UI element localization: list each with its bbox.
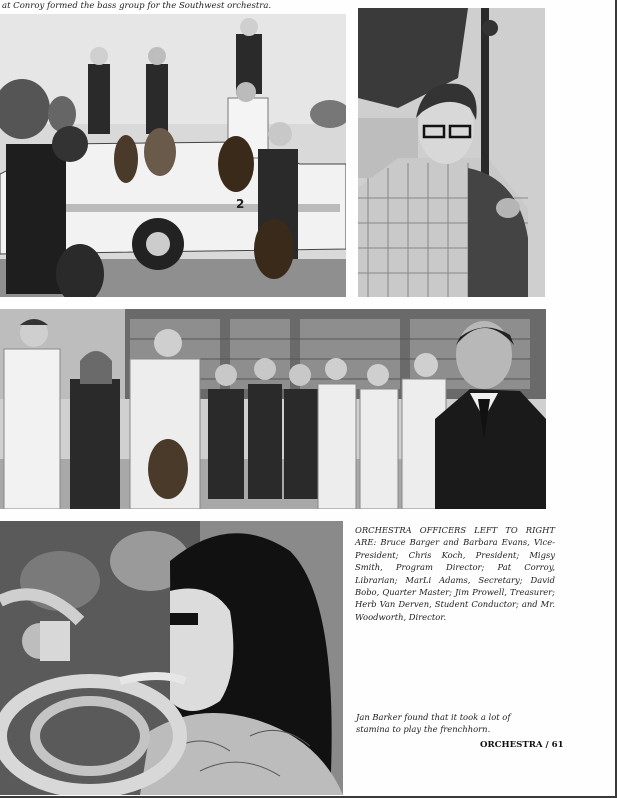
bass-group-photo (0, 14, 346, 297)
top-photo-caption: at Conroy formed the bass group for the Southwest orchestra. (2, 1, 272, 11)
page-folio: ORCHESTRA / 61 (480, 740, 564, 750)
bassist-photo (358, 8, 545, 297)
frenchhorn-player-photo (0, 521, 343, 795)
svg-text:2: 2 (236, 197, 245, 211)
frenchhorn-caption: Jan Barker found that it took a lot of stamina to play the frenchhorn. (356, 712, 511, 735)
orchestra-officers-photo (0, 309, 546, 509)
officers-caption: ORCHESTRA OFFICERS LEFT TO RIGHT ARE: Bruce Barger and Barbara Evans, Vice-President; Chris Koch, President; Migsy Smith, Program Director; Pat Corroy, Librarian; MarLi Adams, Secretary; David Bobo, Quarter Master; Jim Prowell, Treasurer; Herb Van Derven, Student Conductor; and Mr. Woodworth, Director. (355, 525, 555, 622)
